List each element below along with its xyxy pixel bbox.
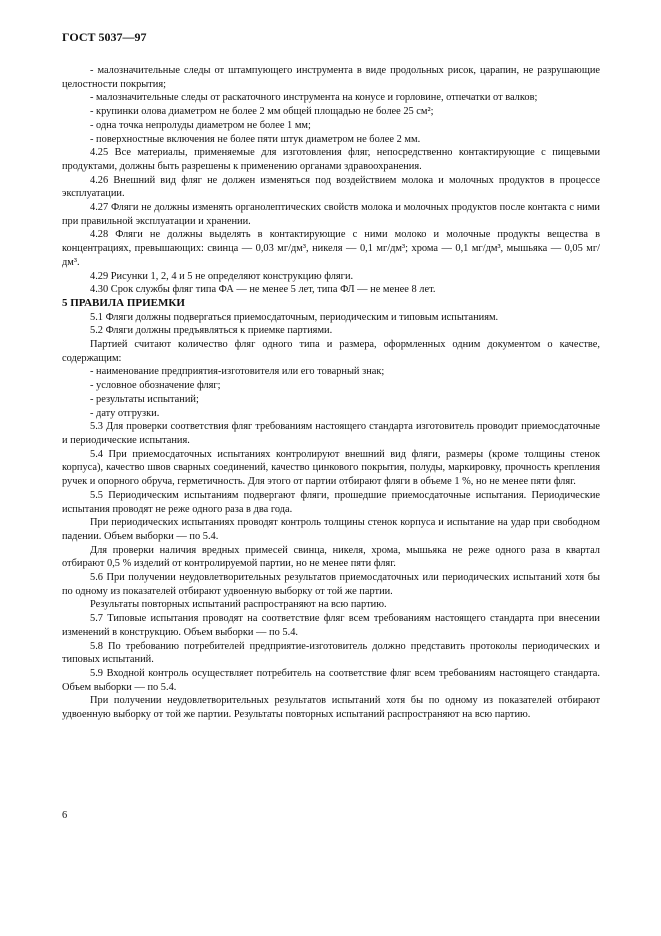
clause-4-25: 4.25 Все материалы, применяемые для изготовления фляг, непосредственно контактирующие с пищевыми продуктами, должны быть разрешены к применению органами здравоохранения. [62,147,600,172]
list-item: - дату отгрузки. [90,407,160,419]
clause-4-29: 4.29 Рисунки 1, 2, 4 и 5 не определяют конструкцию фляги. [90,270,354,282]
paragraph: При периодических испытаниях проводят контроль толщины стенок корпуса и испытание на удар при свободном падении. Объем выборки — по 5.4. [62,517,600,542]
paragraph: - крупинки олова диаметром не более 2 мм общей площадью не более 25 см²; [90,106,434,118]
clause-5-8: 5.8 По требованию потребителей предприятие-изготовитель должно представить протоколы периодических и типовых испытаний. [62,640,600,666]
clause-4-28: 4.28 Фляги не должны выделять в контактирующие с ними молоко и молочные продукты вещества в концентрациях, превышающих: свинца — 0,03 мг/дм³, никеля — 0,1 мг/дм³; хрома — 0,1 мг/дм³, мышьяка — 0,05 мг/дм³. [62,229,600,268]
paragraph: Партией считают количество фляг одного типа и размера, оформленных одним документом о качестве, содержащим: [62,339,600,364]
clause-4-30: 4.30 Срок службы фляг типа ФА — не менее 5 лет, типа ФЛ — не менее 8 лет. [90,284,436,296]
clause-4-27: 4.27 Фляги не должны изменять органолептических свойств молока и молочных продуктов после контакта с ними при правильной эксплуатации и хранении. [62,202,600,227]
clause-5-1: 5.1 Фляги должны подвергаться приемосдаточным, периодическим и типовым испытаниям. [90,311,499,323]
paragraph: - поверхностные включения не более пяти штук диаметром не более 2 мм. [90,133,421,145]
clause-5-6: 5.6 При получении неудовлетворительных результатов приемосдаточных или периодических испытаний хотя бы по одному из показателей отбирают удвоенную выборку от той же партии. [62,572,600,597]
list-item: - результаты испытаний; [90,393,199,405]
clause-5-2: 5.2 Фляги должны предъявляться к приемке партиями. [90,325,333,337]
document-body [62,64,600,722]
paragraph: - одна точка непролуды диаметром не более 1 мм; [90,119,311,131]
list-item: - условное обозначение фляг; [90,380,221,392]
paragraph: При получении неудовлетворительных результатов испытаний хотя бы по одному из показателей отбирают удвоенную выборку от той же партии. Результаты повторных испытаний распространяют на всю партию. [62,695,600,721]
standard-header: ГОСТ 5037—97 [62,30,147,44]
clause-5-5: 5.5 Периодическим испытаниям подвергают фляги, прошедшие приемосдаточные испытания. Периодические испытания проводят не реже одного раза в два года. [62,489,600,515]
clause-4-26: 4.26 Внешний вид фляг не должен изменяться под воздействием молока и молочных продуктов в процессе эксплуатации. [62,174,600,200]
paragraph: - малозначительные следы от штампующего инструмента в виде продольных рисок, царапин, не разрушающие целостности покрытия; [62,65,600,90]
page-number: 6 [62,810,68,821]
clause-5-7: 5.7 Типовые испытания проводят на соответствие фляг всем требованиям настоящего стандарта при внесении изменений в конструкцию. Объем выборки — по 5.4. [62,613,600,638]
clause-5-4: 5.4 При приемосдаточных испытаниях контролируют внешний вид фляги, размеры (кроме толщины стенок корпуса), качество швов сварных соединений, качество цинкового покрытия, полуды, маркировку, прочность крепления ручек и опорного обруча, герметичность. Для этого от партии отбирают фляги в объеме 1 %, но не менее пяти фляг. [62,448,600,488]
paragraph: Результаты повторных испытаний распространяют на всю партию. [90,599,387,611]
clause-5-9: 5.9 Входной контроль осуществляет потребитель на соответствие фляг всем требованиям настоящего стандарта. Объем выборки — по 5.4. [62,667,600,693]
paragraph: Для проверки наличия вредных примесей свинца, никеля, хрома, мышьяка не реже одного раза в квартал отбирают 0,5 % изделий от контролируемой партии, но не менее пяти фляг. [62,544,600,570]
paragraph: - малозначительные следы от раскаточного инструмента на конусе и горловине, отпечатки от валков; [90,92,538,104]
section-title: 5 ПРАВИЛА ПРИЕМКИ [62,296,185,309]
list-item: - наименование предприятия-изготовителя или его товарный знак; [90,366,385,378]
clause-5-3: 5.3 Для проверки соответствия фляг требованиям настоящего стандарта изготовитель проводит приемосдаточные и периодические испытания. [62,421,600,446]
